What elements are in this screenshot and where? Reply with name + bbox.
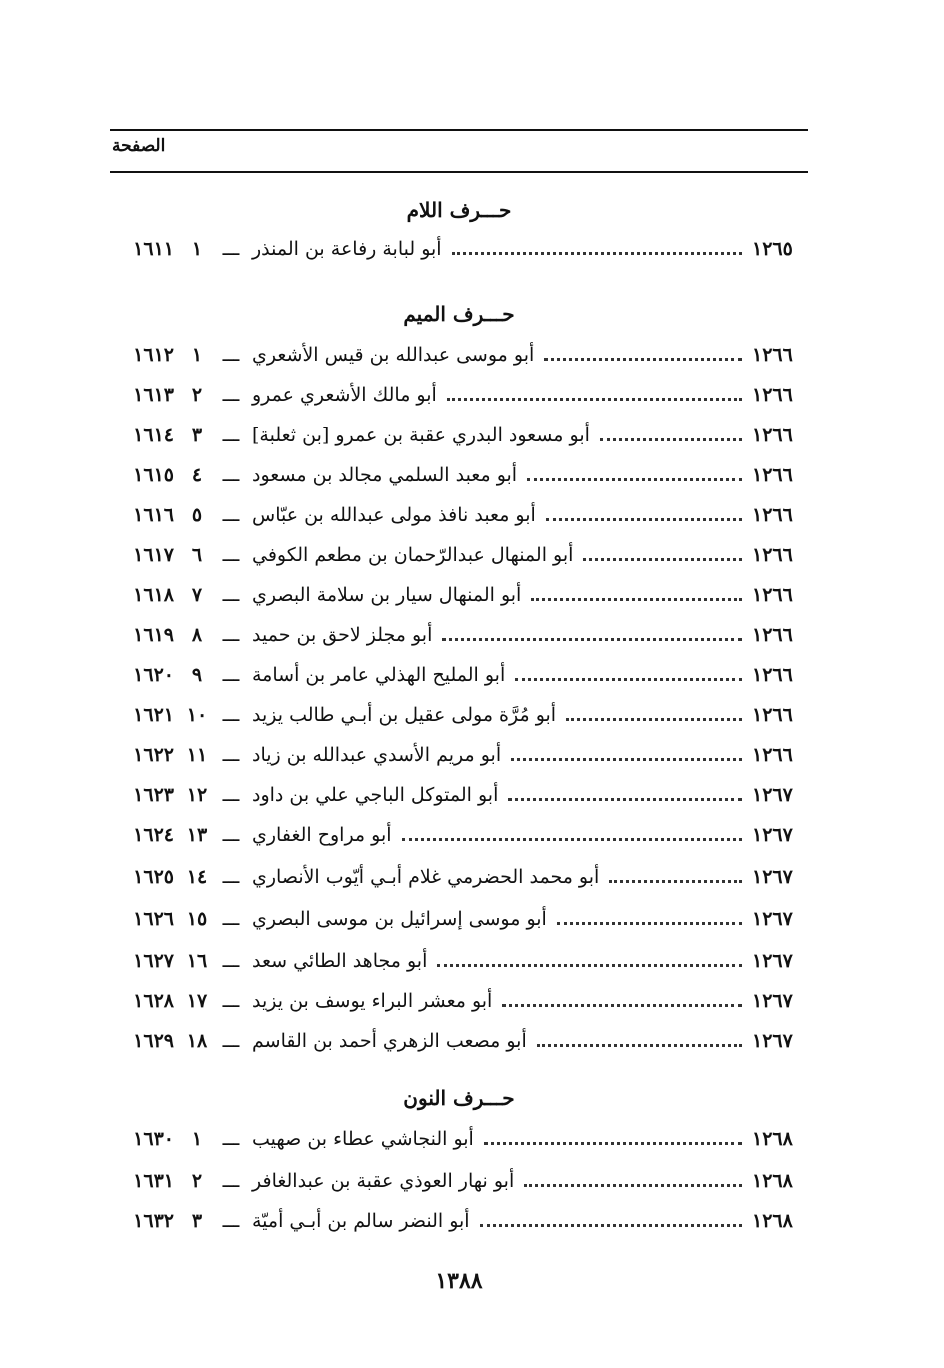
index-entry bbox=[112, 380, 808, 410]
entry-name: أبو المليح الهذلي عامر بن أسامة bbox=[252, 664, 506, 686]
dot-leader bbox=[437, 964, 742, 967]
dot-leader bbox=[583, 558, 742, 561]
entry-page: ١٢٦٦ bbox=[752, 344, 793, 366]
entry-number: ١٦٢٧ bbox=[133, 950, 174, 972]
entry-dash: ـــ bbox=[222, 1030, 240, 1052]
entry-page: ١٢٦٧ bbox=[752, 908, 793, 930]
entry-name: أبو مجلز لاحق بن حميد bbox=[252, 624, 433, 646]
index-entry bbox=[112, 740, 808, 770]
entry-page: ١٢٦٨ bbox=[752, 1128, 793, 1150]
dot-leader bbox=[452, 252, 742, 255]
dot-leader bbox=[527, 478, 742, 481]
entry-page: ١٢٦٥ bbox=[752, 238, 793, 260]
entry-dash: ـــ bbox=[222, 744, 240, 766]
header-bottom-rule bbox=[110, 171, 808, 173]
entry-page: ١٢٦٦ bbox=[752, 624, 793, 646]
entry-dash: ـــ bbox=[222, 950, 240, 972]
index-entry bbox=[112, 1206, 808, 1236]
entry-number: ١٦٢٥ bbox=[133, 866, 174, 888]
index-entry bbox=[112, 862, 808, 892]
entry-number: ١٦١٩ bbox=[133, 624, 174, 646]
entry-number: ١٦٢٠ bbox=[133, 664, 174, 686]
entry-index: ١ bbox=[191, 238, 203, 260]
dot-leader bbox=[546, 518, 742, 521]
index-entry bbox=[112, 420, 808, 450]
entry-dash: ـــ bbox=[222, 784, 240, 806]
entry-name: أبو معبد نافذ مولى عبدالله بن عبّاس bbox=[252, 504, 536, 526]
entry-number: ١٦١٧ bbox=[133, 544, 174, 566]
entry-dash: ـــ bbox=[222, 544, 240, 566]
entry-number: ١٦٣٢ bbox=[133, 1210, 174, 1232]
entry-number: ١٦٢٤ bbox=[133, 824, 174, 846]
entry-name: أبو المنهال سيار بن سلامة البصري bbox=[252, 584, 522, 606]
dot-leader bbox=[557, 922, 742, 925]
entry-index: ٤ bbox=[191, 464, 203, 486]
dot-leader bbox=[442, 638, 742, 641]
dot-leader bbox=[511, 758, 742, 761]
entry-dash: ـــ bbox=[222, 238, 240, 260]
entry-name: أبو المنهال عبدالرّحمان بن مطعم الكوفي bbox=[252, 544, 574, 566]
entry-dash: ـــ bbox=[222, 424, 240, 446]
entry-page: ١٢٦٦ bbox=[752, 704, 793, 726]
entry-name: أبو المتوكل الباجي علي بن داود bbox=[252, 784, 499, 806]
entry-index: ٧ bbox=[191, 584, 203, 606]
entry-dash: ـــ bbox=[222, 990, 240, 1012]
entry-page: ١٢٦٨ bbox=[752, 1170, 793, 1192]
entry-index: ٢ bbox=[191, 1170, 203, 1192]
entry-index: ١٨ bbox=[186, 1030, 208, 1052]
entry-number: ١٦١٦ bbox=[133, 504, 174, 526]
entry-page: ١٢٦٧ bbox=[752, 1030, 793, 1052]
entry-dash: ـــ bbox=[222, 584, 240, 606]
entry-dash: ـــ bbox=[222, 908, 240, 930]
entry-index: ٣ bbox=[191, 424, 203, 446]
entry-dash: ـــ bbox=[222, 1128, 240, 1150]
index-entry bbox=[112, 620, 808, 650]
dot-leader bbox=[508, 798, 742, 801]
entry-index: ٣ bbox=[191, 1210, 203, 1232]
dot-leader bbox=[537, 1044, 742, 1047]
top-rule bbox=[110, 129, 808, 131]
entry-page: ١٢٦٧ bbox=[752, 824, 793, 846]
entry-index: ١٠ bbox=[186, 704, 208, 726]
entry-name: أبو مُرَّة مولى عقيل بن أبـي طالب يزيد bbox=[252, 704, 557, 726]
entry-index: ٦ bbox=[191, 544, 203, 566]
index-entry bbox=[112, 1124, 808, 1154]
index-entry bbox=[112, 234, 808, 264]
dot-leader bbox=[502, 1004, 742, 1007]
entry-number: ١٦٢٣ bbox=[133, 784, 174, 806]
entry-name: أبو النضر سالم بن أبـي أميّة bbox=[252, 1210, 470, 1232]
section-heading: حـــرف الميم bbox=[403, 302, 515, 326]
entry-name: أبو مصعب الزهري أحمد بن القاسم bbox=[252, 1030, 527, 1052]
entry-index: ١ bbox=[191, 1128, 203, 1150]
index-entry bbox=[112, 340, 808, 370]
entry-number: ١٦١٥ bbox=[133, 464, 174, 486]
entry-page: ١٢٦٦ bbox=[752, 744, 793, 766]
entry-number: ١٦١٢ bbox=[133, 344, 174, 366]
page-column-label: الصفحة bbox=[112, 136, 166, 156]
index-entry bbox=[112, 540, 808, 570]
entry-number: ١٦٣٠ bbox=[133, 1128, 174, 1150]
entry-index: ١٧ bbox=[186, 990, 208, 1012]
dot-leader bbox=[480, 1224, 742, 1227]
entry-name: أبو محمد الحضرمي غلام أبـي أيّوب الأنصاري bbox=[252, 866, 600, 888]
entry-dash: ـــ bbox=[222, 384, 240, 406]
entry-index: ١٢ bbox=[186, 784, 208, 806]
entry-page: ١٢٦٦ bbox=[752, 664, 793, 686]
dot-leader bbox=[515, 678, 742, 681]
index-entry bbox=[112, 1166, 808, 1196]
entry-dash: ـــ bbox=[222, 464, 240, 486]
entry-name: أبو مجاهد الطائي سعد bbox=[252, 950, 428, 972]
index-entry bbox=[112, 580, 808, 610]
entry-number: ١٦٢٨ bbox=[133, 990, 174, 1012]
index-entry bbox=[112, 820, 808, 850]
entry-name: أبو موسى إسرائيل بن موسى البصري bbox=[252, 908, 547, 930]
entry-dash: ـــ bbox=[222, 1210, 240, 1232]
entry-index: ٩ bbox=[191, 664, 203, 686]
section-heading: حـــرف النون bbox=[403, 1086, 515, 1110]
dot-leader bbox=[609, 880, 742, 883]
entry-dash: ـــ bbox=[222, 824, 240, 846]
index-entry bbox=[112, 946, 808, 976]
index-entry bbox=[112, 460, 808, 490]
index-entry bbox=[112, 1026, 808, 1056]
entry-number: ١٦٢١ bbox=[133, 704, 174, 726]
entry-dash: ـــ bbox=[222, 344, 240, 366]
entry-number: ١٦٣١ bbox=[133, 1170, 174, 1192]
index-entry bbox=[112, 700, 808, 730]
entry-index: ٢ bbox=[191, 384, 203, 406]
dot-leader bbox=[544, 358, 742, 361]
index-entry bbox=[112, 500, 808, 530]
entry-name: أبو النجاشي عطاء بن صهيب bbox=[252, 1128, 474, 1150]
dot-leader bbox=[484, 1142, 742, 1145]
entry-page: ١٢٦٦ bbox=[752, 384, 793, 406]
entry-index: ١٥ bbox=[186, 908, 208, 930]
entry-index: ١٣ bbox=[186, 824, 208, 846]
entry-number: ١٦٢٦ bbox=[133, 908, 174, 930]
entry-dash: ـــ bbox=[222, 704, 240, 726]
index-entry bbox=[112, 904, 808, 934]
entry-page: ١٢٦٧ bbox=[752, 784, 793, 806]
dot-leader bbox=[402, 838, 742, 841]
entry-name: أبو مراوح الغفاري bbox=[252, 824, 392, 846]
entry-index: ٥ bbox=[191, 504, 203, 526]
entry-name: أبو مالك الأشعري عمرو bbox=[252, 384, 437, 406]
entry-index: ١١ bbox=[186, 744, 208, 766]
entry-dash: ـــ bbox=[222, 664, 240, 686]
entry-index: ١٤ bbox=[186, 866, 208, 888]
entry-dash: ـــ bbox=[222, 1170, 240, 1192]
entry-number: ١٦١٤ bbox=[133, 424, 174, 446]
entry-name: أبو لبابة رفاعة بن المنذر bbox=[252, 238, 442, 260]
entry-index: ١٦ bbox=[186, 950, 208, 972]
entry-page: ١٢٦٧ bbox=[752, 866, 793, 888]
entry-name: أبو مسعود البدري عقبة بن عمرو [بن ثعلبة] bbox=[252, 424, 590, 446]
entry-number: ١٦١٨ bbox=[133, 584, 174, 606]
entry-page: ١٢٦٦ bbox=[752, 424, 793, 446]
entry-name: أبو معشر البراء يوسف بن يزيد bbox=[252, 990, 493, 1012]
entry-page: ١٢٦٧ bbox=[752, 950, 793, 972]
entry-number: ١٦١٣ bbox=[133, 384, 174, 406]
entry-name: أبو موسى عبدالله بن قيس الأشعري bbox=[252, 344, 535, 366]
entry-page: ١٢٦٦ bbox=[752, 544, 793, 566]
entry-name: أبو نهار العوذي عقبة بن عبدالغافر bbox=[252, 1170, 515, 1192]
entry-page: ١٢٦٨ bbox=[752, 1210, 793, 1232]
page-number: ١٣٨٨ bbox=[435, 1268, 483, 1294]
entry-page: ١٢٦٧ bbox=[752, 990, 793, 1012]
entry-name: أبو معبد السلمي مجالد بن مسعود bbox=[252, 464, 518, 486]
entry-number: ١٦٢٢ bbox=[133, 744, 174, 766]
entry-dash: ـــ bbox=[222, 866, 240, 888]
section-heading: حـــرف اللام bbox=[406, 198, 512, 222]
entry-number: ١٦١١ bbox=[133, 238, 174, 260]
index-entry bbox=[112, 780, 808, 810]
entry-page: ١٢٦٦ bbox=[752, 504, 793, 526]
dot-leader bbox=[566, 718, 742, 721]
dot-leader bbox=[600, 438, 742, 441]
entry-name: أبو مريم الأسدي عبدالله بن زياد bbox=[252, 744, 502, 766]
entry-number: ١٦٢٩ bbox=[133, 1030, 174, 1052]
dot-leader bbox=[447, 398, 742, 401]
dot-leader bbox=[524, 1184, 742, 1187]
entry-dash: ـــ bbox=[222, 504, 240, 526]
entry-index: ١ bbox=[191, 344, 203, 366]
index-entry bbox=[112, 660, 808, 690]
entry-page: ١٢٦٦ bbox=[752, 584, 793, 606]
entry-index: ٨ bbox=[191, 624, 203, 646]
index-entry bbox=[112, 986, 808, 1016]
entry-dash: ـــ bbox=[222, 624, 240, 646]
dot-leader bbox=[531, 598, 742, 601]
entry-page: ١٢٦٦ bbox=[752, 464, 793, 486]
